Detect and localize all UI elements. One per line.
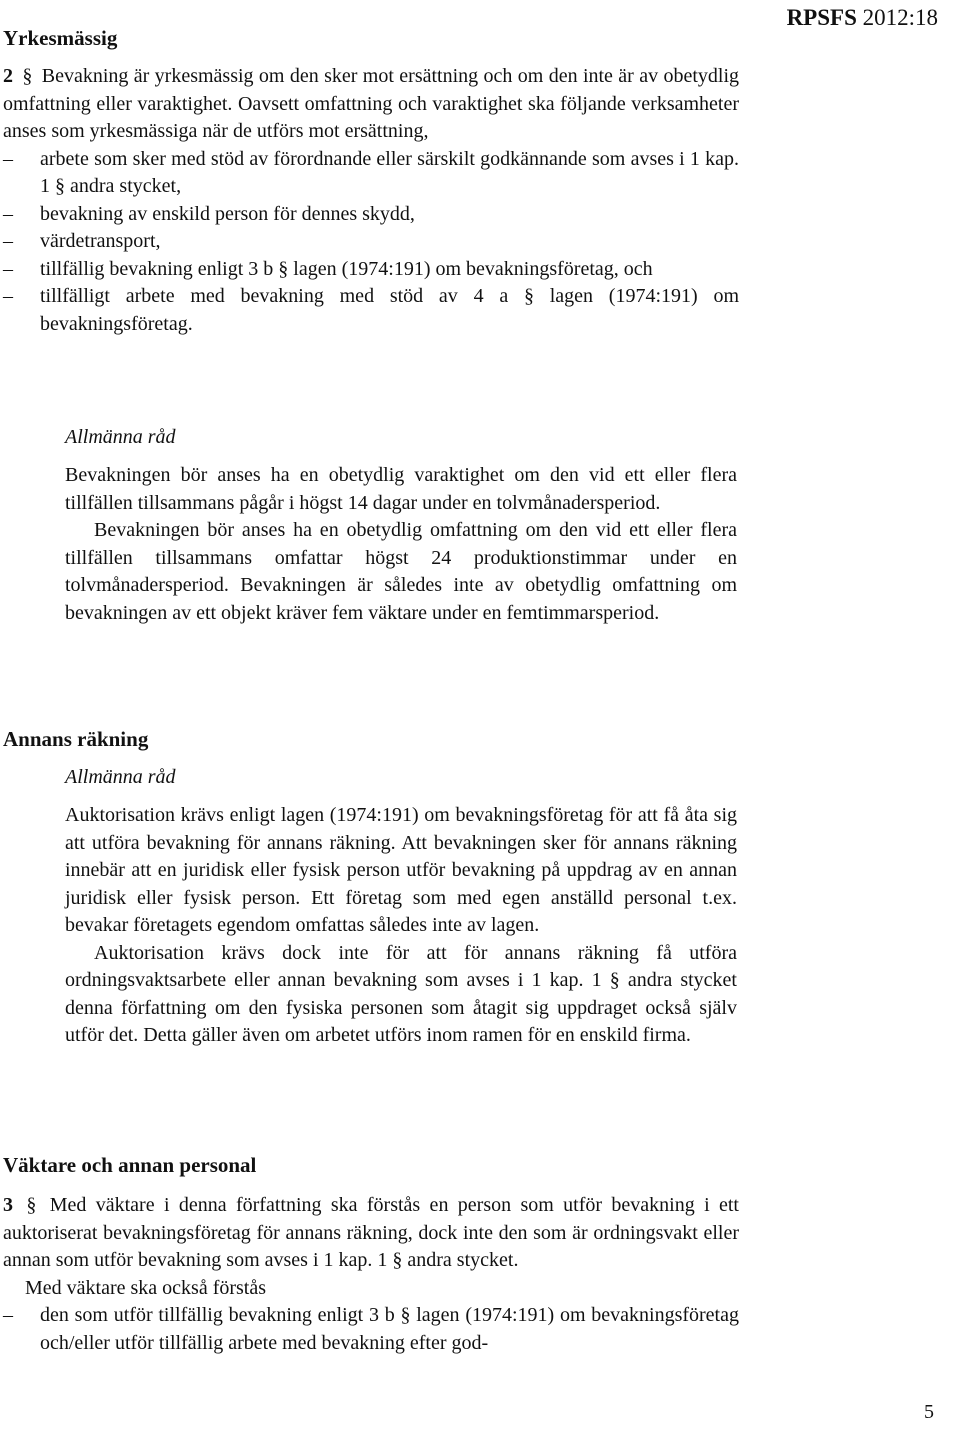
paragraph-text: Med väktare i denna författning ska förstås en person som utför bevakning i ett auktoriserat bevakningsföretag för annans räkning, dock inte den som är ordningsvakt eller annan som utför bevakning som avses i 1 kap. 1 § andra stycket. [3, 1194, 739, 1271]
list-item: – tillfällig bevakning enligt 3 b § lagen (1974:191) om bevakningsföretag, och [3, 256, 739, 284]
list-item: – värdetransport, [3, 228, 739, 256]
paragraph-number: 3 [3, 1194, 13, 1216]
section-heading-vaktare: Väktare och annan personal [3, 1153, 257, 1177]
section-sign: § [22, 65, 33, 87]
paragraph-2-intro [3, 63, 739, 146]
advice-paragraph: Bevakningen bör anses ha en obetydlig omfattning om den vid ett eller flera tillfällen tillsammans omfattar högst 24 produktionstimmar under en tolvmånadersperiod. Bevakningen är således inte av obetydlig omfattning om bevakningen av ett objekt kräver fem väktare under en femtimmarsperiod. [65, 519, 737, 624]
reference-number: 2012:18 [862, 5, 938, 30]
advice-title: Allmänna råd [65, 766, 176, 788]
page-number: 5 [924, 1401, 934, 1423]
section-heading-yrkesmassig: Yrkesmässig [3, 26, 118, 50]
reference-prefix: RPSFS [786, 5, 857, 30]
advice-paragraph: Auktorisation krävs enligt lagen (1974:191) om bevakningsföretag för att få åta sig att utföra bevakning för annans räkning. Att bevakningen sker för annans räkning innebär att en juridisk eller fysisk person utför bevakning på uppdrag av en annan juridisk eller fysisk person. Ett företag som med egen anställd personal t.ex. bevakar företagets egendom omfattas således inte av lagen. [65, 804, 737, 936]
list-item: – tillfälligt arbete med bevakning med stöd av 4 a § lagen (1974:191) om bevakningsföretag. [3, 283, 739, 338]
advice-paragraph: Bevakningen bör anses ha en obetydlig varaktighet om den vid ett eller flera tillfällen tillsammans pågår i högst 14 dagar under en tolvmånadersperiod. [65, 464, 737, 514]
general-advice-block-1 [65, 424, 737, 627]
paragraph-text: Bevakning är yrkesmässig om den sker mot ersättning och om den inte är av obetydlig omfattning eller varaktighet. Oavsett omfattning och varaktighet ska följande verksamheter anses som yrkesmässiga när de utförs mot ersättning, [3, 65, 740, 142]
advice-title: Allmänna råd [65, 426, 176, 448]
paragraph-number: 2 [3, 65, 13, 87]
document-reference [787, 4, 938, 32]
section-1-body [3, 63, 739, 338]
sub-intro: Med väktare ska också förstås [25, 1276, 267, 1299]
list-item: – den som utför tillfällig bevakning enligt 3 b § lagen (1974:191) om bevakningsföretag och/eller utför tillfällig arbete med bevakning efter god- [3, 1302, 739, 1357]
section-sign: § [26, 1194, 37, 1216]
paragraph-3-intro [3, 1192, 739, 1275]
list-item: – arbete som sker med stöd av förordnande eller särskilt godkännande som avses i 1 kap. 1 § andra stycket, [3, 146, 739, 201]
section-3-body [3, 1192, 739, 1357]
list-item: – bevakning av enskild person för dennes skydd, [3, 201, 739, 229]
general-advice-block-2 [65, 764, 737, 1050]
advice-paragraph: Auktorisation krävs dock inte för att för annans räkning få utföra ordningsvaktsarbete eller annan bevakning som avses i 1 kap. 1 § andra stycket denna författning om den fysiska personen som åtagit sig uppdraget också själv utför det. Detta gäller även om arbetet utförs inom ramen för en enskild firma. [65, 941, 737, 1046]
section-heading-annans-rakning: Annans räkning [3, 727, 149, 751]
